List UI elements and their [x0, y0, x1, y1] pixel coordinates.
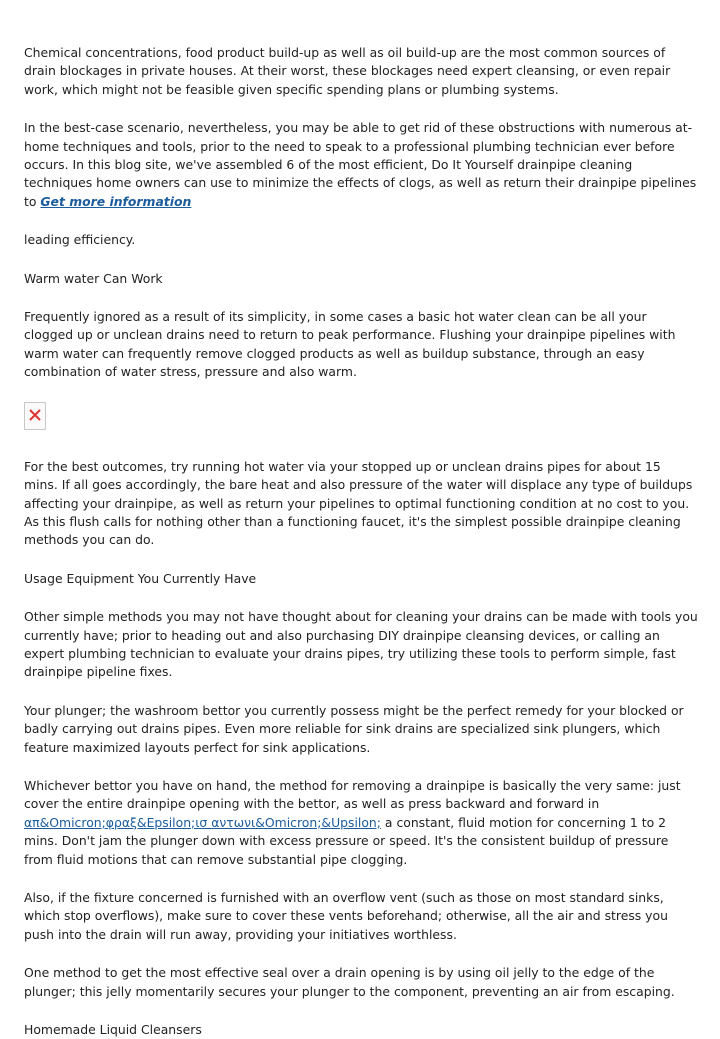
- heading-usage-equipment: Usage Equipment You Currently Have: [24, 570, 257, 586]
- greek-text-link[interactable]: απ&Omicron;φραξ&Epsilon;ισ αντωνι&Omicron;&Upsilon;: [24, 814, 381, 830]
- paragraph-whichever-bettor-text-a: Whichever bettor you have on hand, the method for removing a drainpipe is basically the very same: just cover the entire drainpipe opening with the bettor, as well as press backward and forward in: [24, 777, 681, 812]
- paragraph-best-outcomes: For the best outcomes, try running hot water via your stopped up or unclean drains pipes for about 15 mins. If all goes accordingly, the bare heat and also pressure of the water will displace any type of buildups affecting your drainpipe, as well as return your pipelines to optimal functioning condition at no cost to you. As this flush calls for nothing other than a functioning faucet, it's the simplest possible drainpipe cleaning methods you can do.: [24, 458, 693, 548]
- paragraph-best-case: [24, 119, 698, 211]
- paragraph-whichever-bettor: [24, 777, 698, 869]
- heading-warm-water: Warm water Can Work: [24, 270, 163, 286]
- paragraph-leading-efficiency: leading efficiency.: [24, 232, 136, 248]
- heading-homemade-cleansers: Homemade Liquid Cleansers: [24, 1022, 202, 1038]
- paragraph-hot-water-clean: Frequently ignored as a result of its simplicity, in some cases a basic hot water clean can be all your clogged up or unclean drains need to return to peak performance. Flushing your drainpipe pipelines with warm water can frequently remove clogged products as well as buildup substance, through an easy combination of water stress, pressure and also warm.: [24, 309, 676, 380]
- paragraph-overflow-vent: Also, if the fixture concerned is furnished with an overflow vent (such as those on most standard sinks, which stop overflows), make sure to cover these vents beforehand; otherwise, all the air and stress you push into the drain will run away, providing your initiatives worthless.: [24, 890, 668, 942]
- get-more-information-link[interactable]: Get more information: [40, 193, 192, 209]
- paragraph-oil-jelly: One method to get the most effective seal over a drain opening is by using oil jelly to the edge of the plunger; this jelly momentarily secures your plunger to the component, preventing an air from escaping.: [24, 965, 675, 999]
- paragraph-best-case-text: In the best-case scenario, nevertheless, you may be able to get rid of these obstructions with numerous at-home techniques and tools, prior to the need to speak to a professional plumbing technician ever before occurs. In this blog site, we've assembled 6 of the most efficient, Do It Yourself drainpipe cleaning techniques home owners can use to minimize the effects of clogs, as well as return their drainpipe pipelines to: [24, 120, 697, 209]
- paragraph-intro: Chemical concentrations, food product build-up as well as oil build-up are the most common sources of drain blockages in private houses. At their worst, these blockages need expert cleansing, or even repair work, which might not be feasible given specific spending plans or plumbing systems.: [24, 45, 671, 97]
- broken-image-icon: [24, 402, 46, 430]
- paragraph-whichever-bettor-text-b: a constant, fluid motion for concerning 1 to 2 mins. Don't jam the plunger down with excess pressure or speed. It's the consistent buildup of pressure from fluid motions that can remove substantial pipe clogging.: [24, 814, 669, 867]
- paragraph-other-methods: Other simple methods you may not have thought about for cleaning your drains can be made with tools you currently have; prior to heading out and also purchasing DIY drainpipe cleansing devices, or calling an expert plumbing technician to evaluate your drains pipes, try utilizing these tools to perform simple, fast drainpipe pipeline fixes.: [24, 609, 698, 680]
- paragraph-plunger: Your plunger; the washroom bettor you currently possess might be the perfect remedy for your blocked or badly carrying out drains pipes. Even more reliable for sink drains are specialized sink plungers, which feature maximized layouts perfect for sink applications.: [24, 702, 684, 755]
